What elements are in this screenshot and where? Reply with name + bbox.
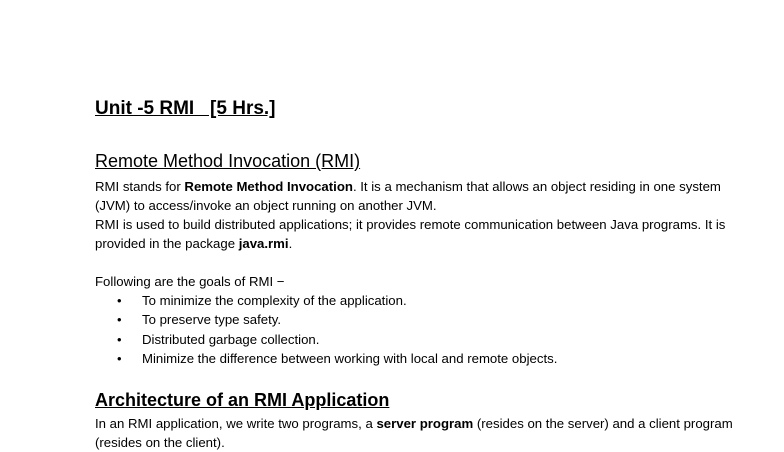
- list-item: [95, 349, 557, 368]
- goals-list: [95, 291, 557, 369]
- goal-text: Minimize the difference between working with local and remote objects.: [142, 351, 558, 367]
- rmi-package-name: java.rmi: [238, 236, 289, 251]
- server-program-bold: server program: [376, 416, 474, 431]
- section-heading-rmi: Remote Method Invocation (RMI): [95, 151, 361, 171]
- rmi-definition-bold: Remote Method Invocation: [184, 179, 353, 194]
- architecture-paragraph: [95, 414, 735, 452]
- rmi-usage-text-1: RMI is used to build distributed applications; it provides remote communication between Java programs. It is provided in the package: [95, 217, 726, 251]
- goals-intro: Following are the goals of RMI −: [95, 274, 285, 289]
- architecture-text-1: In an RMI application, we write two programs, a: [95, 416, 377, 431]
- section-heading-architecture: Architecture of an RMI Application: [95, 390, 390, 410]
- bullet-icon: •: [117, 331, 122, 347]
- goal-text: To minimize the complexity of the application.: [142, 293, 407, 308]
- architecture-text-2: (resides on the server) and a client program (resides on the client).: [95, 416, 733, 450]
- list-item: [95, 310, 557, 329]
- rmi-definition-paragraph: [95, 177, 735, 253]
- bullet-icon: •: [117, 351, 122, 367]
- list-item: [95, 291, 557, 310]
- bullet-icon: •: [117, 312, 122, 328]
- unit-title: Unit -5 RMI [5 Hrs.]: [95, 98, 276, 119]
- rmi-definition-text-2: . It is a mechanism that allows an object residing in one system (JVM) to access/invoke an object running on another JVM.: [95, 179, 721, 213]
- rmi-definition-text-1: RMI stands for: [95, 179, 185, 194]
- goal-text: Distributed garbage collection.: [142, 331, 320, 347]
- list-item: [95, 330, 557, 349]
- bullet-icon: •: [117, 293, 122, 308]
- rmi-usage-text-2: .: [288, 236, 293, 251]
- goal-text: To preserve type safety.: [142, 312, 282, 328]
